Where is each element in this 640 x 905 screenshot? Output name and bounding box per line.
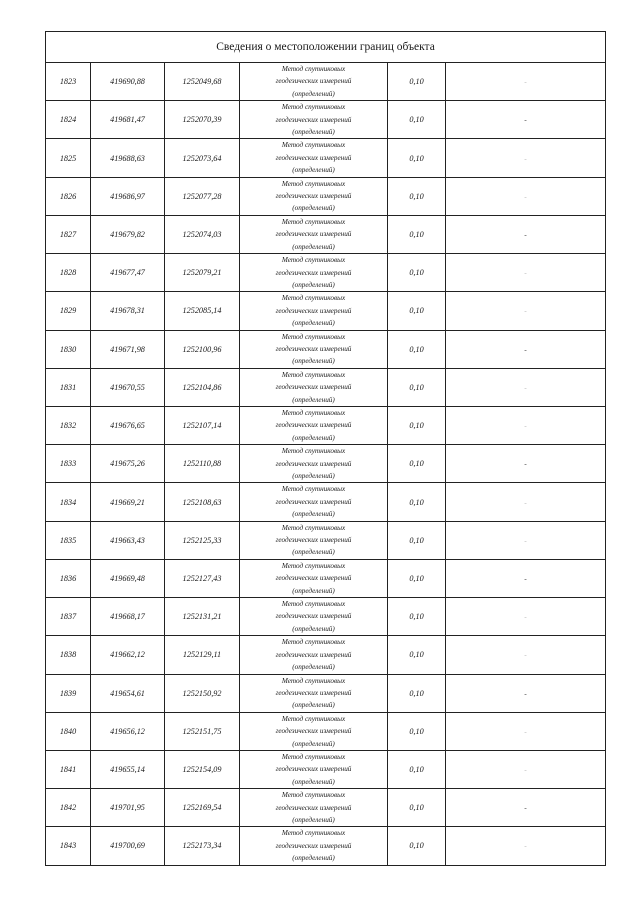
- accuracy: 0,10: [388, 101, 446, 139]
- method-cell: [240, 63, 388, 101]
- method-line: геодезических измерений: [275, 77, 352, 86]
- point-number: 1824: [46, 101, 91, 139]
- method-line: геодезических измерений: [275, 765, 352, 774]
- method-line: геодезических измерений: [275, 688, 352, 697]
- coord-x: 419656,12: [91, 712, 165, 750]
- accuracy: 0,10: [388, 559, 446, 597]
- description: -: [446, 559, 606, 597]
- coord-x: 419676,65: [91, 406, 165, 444]
- accuracy: 0,10: [388, 750, 446, 788]
- coord-y: 1252127,43: [165, 559, 240, 597]
- method-cell: [240, 750, 388, 788]
- description: -: [446, 521, 606, 559]
- description: -: [446, 598, 606, 636]
- method-line: (определений): [292, 433, 335, 442]
- coord-y: 1252074,03: [165, 215, 240, 253]
- accuracy: 0,10: [388, 177, 446, 215]
- accuracy: 0,10: [388, 406, 446, 444]
- method-line: Метод спутниковых: [281, 561, 346, 570]
- description: -: [446, 101, 606, 139]
- description: -: [446, 254, 606, 292]
- coord-x: 419677,47: [91, 254, 165, 292]
- coord-y: 1252110,88: [165, 445, 240, 483]
- coord-y: 1252129,11: [165, 636, 240, 674]
- coord-x: 419686,97: [91, 177, 165, 215]
- method-line: Метод спутниковых: [281, 179, 346, 188]
- coord-y: 1252150,92: [165, 674, 240, 712]
- accuracy: 0,10: [388, 292, 446, 330]
- accuracy: 0,10: [388, 139, 446, 177]
- method-line: Метод спутниковых: [281, 103, 346, 112]
- method-line: Метод спутниковых: [281, 447, 346, 456]
- table-row: [46, 674, 606, 712]
- method-line: геодезических измерений: [275, 421, 352, 430]
- coord-x: 419670,55: [91, 368, 165, 406]
- coord-y: 1252125,33: [165, 521, 240, 559]
- point-number: 1832: [46, 406, 91, 444]
- boundary-document: [45, 31, 605, 866]
- method-line: (определений): [292, 472, 335, 480]
- description: -: [446, 177, 606, 215]
- method-cell: [240, 674, 388, 712]
- point-number: 1836: [46, 559, 91, 597]
- table-row: [46, 483, 606, 521]
- coord-x: 419663,43: [91, 521, 165, 559]
- accuracy: 0,10: [388, 636, 446, 674]
- table-body: [46, 63, 606, 866]
- method-line: Метод спутниковых: [281, 638, 346, 647]
- table-row: [46, 445, 606, 483]
- method-cell: [240, 827, 388, 865]
- method-cell: [240, 559, 388, 597]
- coord-y: 1252131,21: [165, 598, 240, 636]
- method-line: геодезических измерений: [275, 268, 352, 277]
- point-number: 1833: [46, 445, 91, 483]
- point-number: 1843: [46, 827, 91, 865]
- method-cell: [240, 139, 388, 177]
- method-cell: [240, 254, 388, 292]
- method-line: Метод спутниковых: [281, 791, 346, 800]
- coord-y: 1252108,63: [165, 483, 240, 521]
- method-line: (определений): [292, 319, 335, 328]
- method-line: (определений): [292, 166, 335, 175]
- coord-x: 419688,63: [91, 139, 165, 177]
- method-cell: [240, 330, 388, 368]
- method-line: геодезических измерений: [275, 536, 352, 545]
- method-line: Метод спутниковых: [281, 332, 346, 341]
- method-cell: [240, 101, 388, 139]
- coord-x: 419662,12: [91, 636, 165, 674]
- point-number: 1834: [46, 483, 91, 521]
- method-line: (определений): [292, 663, 335, 672]
- method-line: геодезических измерений: [275, 803, 352, 812]
- method-line: геодезических измерений: [275, 727, 352, 736]
- method-cell: [240, 636, 388, 674]
- method-line: (определений): [292, 739, 335, 748]
- method-cell: [240, 598, 388, 636]
- point-number: 1828: [46, 254, 91, 292]
- coord-y: 1252104,86: [165, 368, 240, 406]
- coord-x: 419669,48: [91, 559, 165, 597]
- description: -: [446, 712, 606, 750]
- description: -: [446, 483, 606, 521]
- description: -: [446, 789, 606, 827]
- method-line: (определений): [292, 280, 335, 289]
- method-line: (определений): [292, 204, 335, 213]
- accuracy: 0,10: [388, 521, 446, 559]
- coord-y: 1252169,54: [165, 789, 240, 827]
- method-cell: [240, 445, 388, 483]
- method-line: геодезических измерений: [275, 153, 352, 162]
- coord-x: 419700,69: [91, 827, 165, 865]
- table-row: [46, 636, 606, 674]
- description: -: [446, 215, 606, 253]
- point-number: 1825: [46, 139, 91, 177]
- method-line: (определений): [292, 701, 335, 710]
- table-row: [46, 750, 606, 788]
- coord-x: 419669,21: [91, 483, 165, 521]
- method-line: (определений): [292, 548, 335, 557]
- description: -: [446, 406, 606, 444]
- method-line: геодезических измерений: [275, 612, 352, 621]
- method-line: Метод спутниковых: [281, 370, 346, 379]
- coord-y: 1252173,34: [165, 827, 240, 865]
- method-line: (определений): [292, 854, 335, 863]
- coord-y: 1252070,39: [165, 101, 240, 139]
- table-row: [46, 789, 606, 827]
- method-cell: [240, 483, 388, 521]
- method-line: Метод спутниковых: [281, 676, 346, 685]
- method-cell: [240, 712, 388, 750]
- accuracy: 0,10: [388, 445, 446, 483]
- coord-x: 419701,95: [91, 789, 165, 827]
- coord-y: 1252077,28: [165, 177, 240, 215]
- method-line: Метод спутниковых: [281, 485, 346, 494]
- method-cell: [240, 406, 388, 444]
- method-line: (определений): [292, 510, 335, 519]
- method-line: Метод спутниковых: [281, 600, 346, 609]
- method-line: геодезических измерений: [275, 192, 352, 201]
- coord-x: 419675,26: [91, 445, 165, 483]
- point-number: 1826: [46, 177, 91, 215]
- method-line: Метод спутниковых: [281, 752, 346, 761]
- coord-y: 1252079,21: [165, 254, 240, 292]
- coord-y: 1252100,96: [165, 330, 240, 368]
- table-row: [46, 330, 606, 368]
- description: -: [446, 330, 606, 368]
- method-line: геодезических измерений: [275, 306, 352, 315]
- accuracy: 0,10: [388, 330, 446, 368]
- method-line: геодезических измерений: [275, 115, 352, 124]
- point-number: 1829: [46, 292, 91, 330]
- method-line: (определений): [292, 395, 335, 404]
- coord-y: 1252073,64: [165, 139, 240, 177]
- table-row: [46, 177, 606, 215]
- coord-x: 419654,61: [91, 674, 165, 712]
- point-number: 1827: [46, 215, 91, 253]
- method-line: Метод спутниковых: [281, 408, 346, 417]
- method-line: Метод спутниковых: [281, 65, 346, 73]
- coord-x: 419679,82: [91, 215, 165, 253]
- method-line: Метод спутниковых: [281, 523, 346, 532]
- method-line: (определений): [292, 586, 335, 595]
- coord-x: 419668,17: [91, 598, 165, 636]
- point-number: 1823: [46, 63, 91, 101]
- method-line: (определений): [292, 624, 335, 633]
- table-row: [46, 215, 606, 253]
- method-line: (определений): [292, 357, 335, 366]
- description: -: [446, 445, 606, 483]
- accuracy: 0,10: [388, 789, 446, 827]
- method-cell: [240, 789, 388, 827]
- coord-y: 1252151,75: [165, 712, 240, 750]
- method-line: геодезических измерений: [275, 383, 352, 392]
- point-number: 1840: [46, 712, 91, 750]
- table-row: [46, 712, 606, 750]
- description: -: [446, 139, 606, 177]
- description: -: [446, 674, 606, 712]
- coord-x: 419678,31: [91, 292, 165, 330]
- method-line: Метод спутниковых: [281, 256, 346, 265]
- method-line: геодезических измерений: [275, 344, 352, 353]
- table-row: [46, 559, 606, 597]
- method-cell: [240, 368, 388, 406]
- method-cell: [240, 215, 388, 253]
- accuracy: 0,10: [388, 827, 446, 865]
- coord-x: 419681,47: [91, 101, 165, 139]
- method-line: геодезических измерений: [275, 497, 352, 506]
- accuracy: 0,10: [388, 674, 446, 712]
- accuracy: 0,10: [388, 368, 446, 406]
- table-row: [46, 63, 606, 101]
- method-cell: [240, 521, 388, 559]
- method-line: (определений): [292, 89, 335, 98]
- description: -: [446, 636, 606, 674]
- table-title: Сведения о местоположении границ объекта: [46, 32, 606, 63]
- coord-x: 419690,88: [91, 63, 165, 101]
- coord-x: 419655,14: [91, 750, 165, 788]
- coord-y: 1252154,09: [165, 750, 240, 788]
- boundary-table: [45, 31, 606, 866]
- point-number: 1837: [46, 598, 91, 636]
- method-line: (определений): [292, 815, 335, 824]
- method-line: Метод спутниковых: [281, 829, 346, 838]
- description: -: [446, 63, 606, 101]
- method-line: геодезических измерений: [275, 459, 352, 468]
- point-number: 1838: [46, 636, 91, 674]
- coord-x: 419671,98: [91, 330, 165, 368]
- table-row: [46, 254, 606, 292]
- method-line: (определений): [292, 242, 335, 251]
- point-number: 1831: [46, 368, 91, 406]
- method-cell: [240, 177, 388, 215]
- description: -: [446, 368, 606, 406]
- accuracy: 0,10: [388, 712, 446, 750]
- accuracy: 0,10: [388, 598, 446, 636]
- method-line: Метод спутниковых: [281, 141, 346, 150]
- point-number: 1842: [46, 789, 91, 827]
- table-row: [46, 521, 606, 559]
- point-number: 1839: [46, 674, 91, 712]
- method-line: Метод спутниковых: [281, 217, 346, 226]
- method-line: геодезических измерений: [275, 230, 352, 239]
- point-number: 1830: [46, 330, 91, 368]
- method-line: (определений): [292, 128, 335, 137]
- point-number: 1835: [46, 521, 91, 559]
- table-row: [46, 827, 606, 865]
- coord-y: 1252049,68: [165, 63, 240, 101]
- accuracy: 0,10: [388, 483, 446, 521]
- point-number: 1841: [46, 750, 91, 788]
- table-row: [46, 598, 606, 636]
- table-row: [46, 368, 606, 406]
- accuracy: 0,10: [388, 63, 446, 101]
- method-line: геодезических измерений: [275, 574, 352, 583]
- coord-y: 1252085,14: [165, 292, 240, 330]
- accuracy: 0,10: [388, 254, 446, 292]
- table-row: [46, 406, 606, 444]
- table-row: [46, 101, 606, 139]
- coord-y: 1252107,14: [165, 406, 240, 444]
- method-line: геодезических измерений: [275, 650, 352, 659]
- method-line: Метод спутниковых: [281, 294, 346, 303]
- method-line: (определений): [292, 777, 335, 786]
- description: -: [446, 750, 606, 788]
- description: -: [446, 827, 606, 865]
- description: -: [446, 292, 606, 330]
- accuracy: 0,10: [388, 215, 446, 253]
- table-row: [46, 139, 606, 177]
- method-cell: [240, 292, 388, 330]
- table-row: [46, 292, 606, 330]
- method-line: геодезических измерений: [275, 841, 352, 850]
- method-line: Метод спутниковых: [281, 714, 346, 723]
